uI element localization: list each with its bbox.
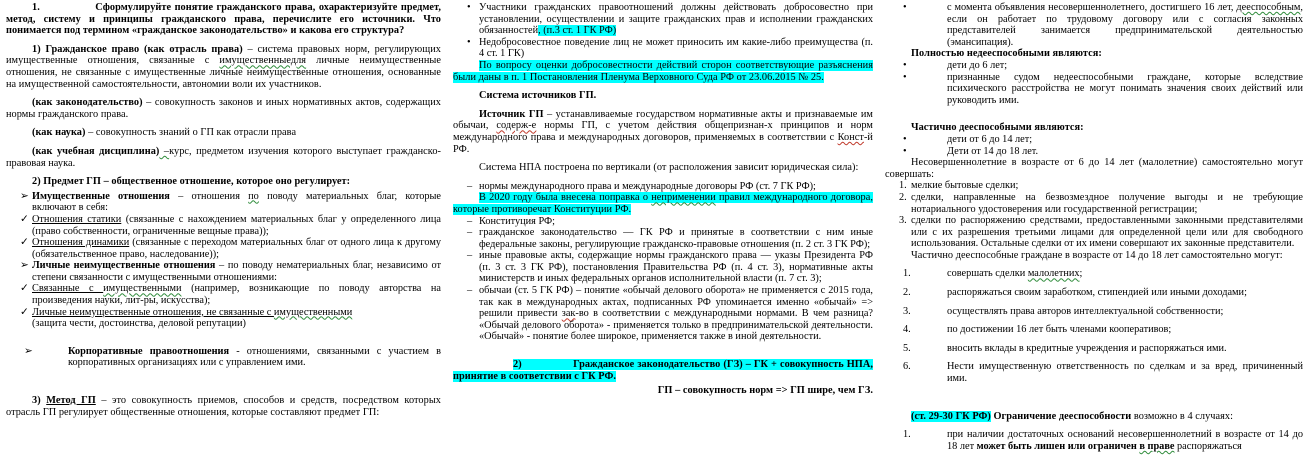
dot-bullet-icon: • — [467, 36, 471, 48]
age-14-18-text: Дети от 14 до 18 лет. — [947, 145, 1039, 157]
check-bullet-icon: ✓ — [20, 306, 29, 318]
column-2 — [447, 0, 879, 465]
good-faith-text: Участники гражданских правоотношений должны действовать добросовестно при установлении, осуществлении и защите гражданских прав и исполнении гражданских обязанностей — [479, 2, 873, 37]
paragraph-branch-of-law — [6, 44, 441, 90]
gz-number: 2) — [513, 359, 522, 371]
disposal-of-funds-text: сделки по распоряжению средствами, предоставленными законными представителями или с их разрешения третьими лицами для определенной цели или для свободного использования. Остальные сделки от их имени совершают их законные представители. — [911, 215, 1303, 250]
highlight-plenum-text: По вопросу оценки добросовестности действий сторон соответствующие разъяснения были даны в п. 1 Постановления Пленума Верховного Суда РФ от 23.06.2015 № 25. — [453, 59, 873, 83]
customs-body — [479, 285, 873, 343]
term-personal-nonproperty: Личные неимущественные отношения — [32, 260, 216, 272]
connected-property-body — [32, 283, 441, 306]
check-bullet-icon: ✓ — [20, 237, 29, 249]
list-item-6-to-14 — [885, 134, 1303, 146]
list-item-emancipation — [885, 2, 1303, 48]
heading-fully-incapable: Полностью недееспособными являются: — [911, 48, 1102, 60]
list-item-static-relations — [6, 214, 441, 237]
under-6-text: дети до 6 лет; — [947, 59, 1008, 71]
heading-sources-system: Система источников ГП. — [479, 90, 597, 102]
paragraph-restriction-heading — [885, 411, 1303, 423]
list-item-civil-legislation — [453, 227, 873, 250]
highlighted-2020-amendment — [453, 192, 873, 215]
question-text: Сформулируйте понятие гражданского права, охарактеризуйте предмет, метод, систему и принципы гражданского права, перечислите его источники. Что понимается под термином «гражданское законодательство» и какова его структура? — [6, 2, 441, 37]
property-relations-rest: – отношения — [169, 190, 249, 202]
dot-bullet-icon: • — [903, 2, 907, 13]
paragraph-subject-heading — [6, 176, 441, 188]
highlight-2020-b: правил международного договора, которые противоречат Конституции РФ. — [453, 192, 873, 215]
list-item-dynamic-relations — [6, 237, 441, 260]
list-item-property-relations — [6, 191, 441, 214]
spellcheck-word: имущественныедля — [219, 55, 307, 67]
source-a: – устанавливаемые государством нормативные акты и признаваемые им обычаи, — [453, 108, 873, 132]
dash-bullet-icon: – — [467, 285, 473, 297]
dynamic-relations-body — [32, 237, 441, 260]
liability-text: Нести имущественную ответственность по сделкам и за вред, причиненный ими. — [947, 361, 1303, 385]
list-number: 4. — [903, 324, 911, 336]
property-relations-tail: поводу материальных благ, которые включают в себя: — [32, 190, 441, 214]
discipline-body: курс, предметом изучения которого выступает гражданско-правовая наука. — [6, 145, 441, 169]
term-corporate-relations: Корпоративные правоотношения — [68, 345, 230, 357]
list-item-intl-norms — [453, 181, 873, 193]
list-item-liability — [885, 361, 1303, 384]
list-number: 2. — [903, 287, 911, 299]
list-number: 3. — [903, 305, 911, 317]
spellcheck-word: малолетних — [1027, 268, 1080, 280]
author-rights-text: осуществлять права авторов интеллектуальной собственности; — [947, 305, 1224, 317]
term-dynamic-relations: Отношения динамики — [32, 237, 130, 249]
restriction-case-1-body — [947, 429, 1303, 452]
spellcheck-word: неприменении — [651, 192, 716, 204]
spellcheck-word: Конст — [837, 131, 864, 143]
dash-bullet-icon: – — [467, 215, 473, 227]
personal-nonproperty-body — [32, 260, 441, 283]
dot-bullet-icon: • — [903, 133, 907, 145]
list-number: 3. — [899, 215, 907, 227]
good-faith-body — [479, 2, 873, 37]
spellcheck-dash: – — [159, 145, 170, 157]
cooperatives-text: по достижении 16 лет быть членами кооперативов; — [947, 324, 1172, 336]
column-3 — [879, 0, 1309, 465]
emancipation-b: , если он работает по трудовому договору или с согласия законных представителей занимается предпринимательской деятельностью (эмансипация). — [947, 2, 1303, 48]
emancipation-a: с момента объявления несовершеннолетнего, достигшего 16 лет, — [947, 2, 1237, 13]
unconnected-property-body — [32, 307, 441, 330]
dynamic-relations-rest: (связанные с переходом материальных благ от одного лица к другому (обязательственное право, наследование)); — [32, 237, 441, 260]
small-household-text: мелкие бытовые сделки; — [911, 180, 1019, 192]
deposits-text: вносить вклады в кредитные учреждения и распоряжаться ими. — [947, 342, 1227, 354]
list-item-unconnected-property — [6, 307, 441, 330]
emancipation-body — [947, 2, 1303, 48]
paragraph-npa-vertical: Система НПА построена по вертикали (от расположения зависит юридическая сила): — [479, 162, 859, 174]
customs-a: обычаи (ст. 5 ГК РФ) – понятие «обычай делового оборота» не применяется с 2015 года, так как в международных актах, подписанных РФ упоминается именно «обычай» => решили привести — [479, 285, 873, 320]
term-science: (как наука) — [32, 127, 86, 139]
term-legislation: (как законодательство) — [32, 97, 143, 109]
minor-transactions-b: ; — [1079, 268, 1083, 280]
age-6-14-text: дети от 6 до 14 лет; — [947, 133, 1033, 145]
list-number: 1. — [899, 180, 907, 192]
highlighted-plenum-note — [453, 60, 873, 83]
science-body: – совокупность знаний о ГП как отрасли права — [85, 127, 297, 139]
list-item-personal-nonproperty — [6, 260, 441, 283]
paragraph-method — [6, 395, 441, 418]
term-property-relations: Имущественные отношения — [32, 190, 170, 202]
list-item-deposits — [885, 343, 1303, 355]
column-1 — [0, 0, 447, 465]
list-number: 1. — [903, 429, 911, 441]
connected-rest: (например, возникающие по поводу авторства на произведения науки, лит-ры, искусства); — [32, 283, 441, 307]
restriction-1-c: распоряжаться — [1174, 440, 1242, 452]
list-item-good-faith — [453, 2, 873, 37]
list-item-14-to-18 — [885, 146, 1303, 158]
highlighted-gz-definition — [453, 359, 873, 382]
earnings-text: распоряжаться своим заработком, стипендией или иными доходами; — [947, 287, 1247, 299]
customs-b: -во в соответствии с международными нормами. В чем разница? «Обычай делового оборота» - применяется только в предпринимательской деятельности. «Обычай» - понятие более широкое, применяется также в иной деятельности. — [479, 308, 873, 343]
dot-bullet-icon: • — [903, 145, 907, 157]
spellcheck-word: дееспособным — [1236, 2, 1301, 13]
list-item-court-incapable — [885, 72, 1303, 107]
branch-of-law-body: – система правовых норм, регулирующих имущественные отношения, связанные с — [6, 43, 441, 67]
term-source: Источник ГП — [479, 108, 544, 120]
term-connected: Связанные с — [32, 283, 104, 295]
list-item-small-household — [885, 180, 1303, 192]
spellcheck-word: в праве — [1139, 440, 1175, 452]
spellcheck-word: имущественными — [273, 306, 353, 318]
corporate-relations-body — [68, 346, 441, 369]
constitution-text: Конституция РФ; — [479, 215, 555, 227]
list-item-other-acts — [453, 250, 873, 285]
intl-norms-text: нормы международного права и международные договоры РФ (ст. 7 ГК РФ); — [479, 180, 816, 192]
paragraph-minors-6-14: Несовершеннолетние в возрасте от 6 до 14 лет (малолетние) самостоятельно могут совершать: — [885, 157, 1303, 180]
list-number: 5. — [903, 342, 911, 354]
legislation-body: – совокупность законов и иных нормативных актов, содержащих нормы гражданского права. — [6, 97, 441, 120]
dot-bullet-icon: • — [903, 71, 907, 83]
restriction-1-a: при наличии достаточных оснований несовершеннолетний в возрасте от 14 до 18 лет — [947, 429, 1303, 452]
check-bullet-icon: ✓ — [20, 213, 29, 225]
list-item-earnings — [885, 287, 1303, 299]
arrow-bullet-icon: ➢ — [20, 260, 29, 272]
method-number: 3) — [32, 395, 47, 407]
spellcheck-word: имущественными — [103, 283, 182, 295]
term-unconnected: Личные неимущественные отношения, не связанные с — [32, 306, 274, 318]
gz-main-text: Гражданское законодательство (ГЗ) – ГК + совокупность НПА, принятие в соответствии с ГК РФ. — [453, 359, 873, 382]
highlight-article-29-30: (ст. 29-30 ГК РФ) — [911, 410, 991, 422]
static-relations-body — [32, 214, 441, 237]
dash-bullet-icon: – — [467, 227, 473, 239]
spellcheck-word: зак — [561, 308, 576, 320]
list-item-constitution — [453, 216, 873, 228]
paragraph-source-definition — [453, 109, 873, 155]
list-item-minor-transactions — [885, 268, 1303, 280]
list-item-under-6 — [885, 60, 1303, 72]
subject-heading-text: 2) Предмет ГП – общественное отношение, которое оно регулирует: — [32, 176, 351, 188]
corporate-relations-rest: - отношениями, связанными с участием в корпоративных организациях или с управлением ими. — [68, 345, 441, 369]
list-item-gratuitous-benefit — [885, 192, 1303, 215]
paragraph-legislation — [6, 97, 441, 120]
highlight-citation: , (п.3 ст. 1 ГК РФ) — [538, 25, 617, 37]
list-item-restriction-case-1 — [885, 429, 1303, 452]
heading-partially-capable: Частично дееспособными являются: — [911, 122, 1084, 134]
court-incapable-text: признанные судом недееспособными граждане, которые вследствие психического расстройства не могут понимать значения своих действий или руководить ими. — [947, 71, 1303, 106]
gratuitous-benefit-text: сделки, направленные на безвозмездное получение выгоды и не требующие нотариального удостоверения или государственной регистрации; — [911, 191, 1303, 215]
list-item-disposal-of-funds — [885, 215, 1303, 250]
personal-nonproperty-rest: – по поводу нематериальных благ, независимо от степени связанности с имущественными отношениями: — [32, 260, 441, 283]
branch-of-law-tail: личные неимущественные отношения, не связанные с имущественные личные неимущественные отношения, основанные на имущественной самостоятельности, автономии воли их участников. — [6, 55, 441, 90]
list-item-cooperatives — [885, 324, 1303, 336]
property-relations-body — [32, 191, 441, 214]
arrow-bullet-icon: ➢ — [24, 345, 33, 357]
paragraph-partially-capable-14-18: Частично дееспособные граждане в возрасте от 14 до 18 лет самостоятельно могут: — [911, 249, 1283, 261]
arrow-bullet-icon: ➢ — [20, 190, 29, 202]
minor-transactions-body — [947, 268, 1303, 280]
spellcheck-word: по — [248, 190, 259, 202]
restriction-1-b: может быть лишен или ограничен — [976, 440, 1140, 452]
static-relations-rest: (связанные с нахождением материальных благ у определенного лица (право собственности, ограниченные вещные права)); — [32, 213, 441, 237]
source-c: -й РФ. — [453, 131, 873, 155]
gp-broader-note: ГП – совокупность норм => ГП шире, чем ГЗ. — [657, 385, 873, 397]
check-bullet-icon: ✓ — [20, 283, 29, 295]
list-number: 6. — [903, 361, 911, 373]
paragraph-discipline — [6, 146, 441, 169]
minor-transactions-a: совершать сделки — [947, 268, 1028, 280]
list-number: 1. — [903, 268, 911, 280]
unconnected-rest: (защита чести, достоинства, деловой репутации) — [32, 318, 246, 330]
dot-bullet-icon: • — [903, 59, 907, 71]
list-item-bad-faith — [453, 37, 873, 60]
list-item-customs — [453, 285, 873, 343]
source-b: нормы ГП, с учетом действия общепризнан-х принципов и норм международного права и международных договоров, применяемых в соответствии с — [453, 120, 873, 143]
highlight-2020-a: В 2020 году была внесена поправка о — [479, 192, 652, 204]
list-item-author-rights — [885, 306, 1303, 318]
term-branch-of-law: 1) Гражданское право (как отрасль права) — [32, 43, 243, 55]
list-item-corporate-relations — [6, 346, 441, 369]
dot-bullet-icon: • — [467, 2, 471, 13]
paragraph-science — [6, 127, 441, 139]
term-discipline: (как учебная дисциплина) — [32, 145, 160, 157]
dash-bullet-icon: – — [467, 180, 473, 192]
dash-bullet-icon: – — [467, 250, 473, 262]
restriction-term: Ограничение дееспособности — [990, 410, 1132, 422]
civil-legislation-text: гражданское законодательство — ГК РФ и принятые в соответствии с ним иные федеральные законы, регулирующие гражданско-правовые отношения (п. 2 ст. 3 ГК РФ); — [479, 227, 873, 250]
method-body: – это совокупность приемов, способов и средств, посредством которых отрасль ГП регулирует общественные отношения, которые составляют предмет ГП: — [6, 395, 441, 418]
restriction-rest: возможно в 4 случаях: — [1131, 410, 1234, 422]
list-number: 2. — [899, 191, 907, 203]
spellcheck-word: содерж-е — [496, 120, 537, 132]
list-item-connected-property — [6, 283, 441, 306]
bad-faith-text: Недобросовестное поведение лиц не может приносить им какие-либо преимущества (п. 4 ст. 1 ГК) — [479, 36, 873, 60]
question-number: 1. — [32, 2, 40, 13]
question-heading — [6, 2, 441, 37]
term-method: Метод ГП — [46, 395, 96, 407]
other-acts-text: иные правовые акты, содержащие нормы гражданского права — указы Президента РФ (п. 3 ст. 3 ГК РФ), постановления Правительства РФ (п. 4 ст. 3), нормативные акты министерств и иных федеральных органов исполнительной власти (п. 7 ст. 3); — [479, 250, 873, 285]
term-static-relations: Отношения статики — [32, 213, 122, 225]
